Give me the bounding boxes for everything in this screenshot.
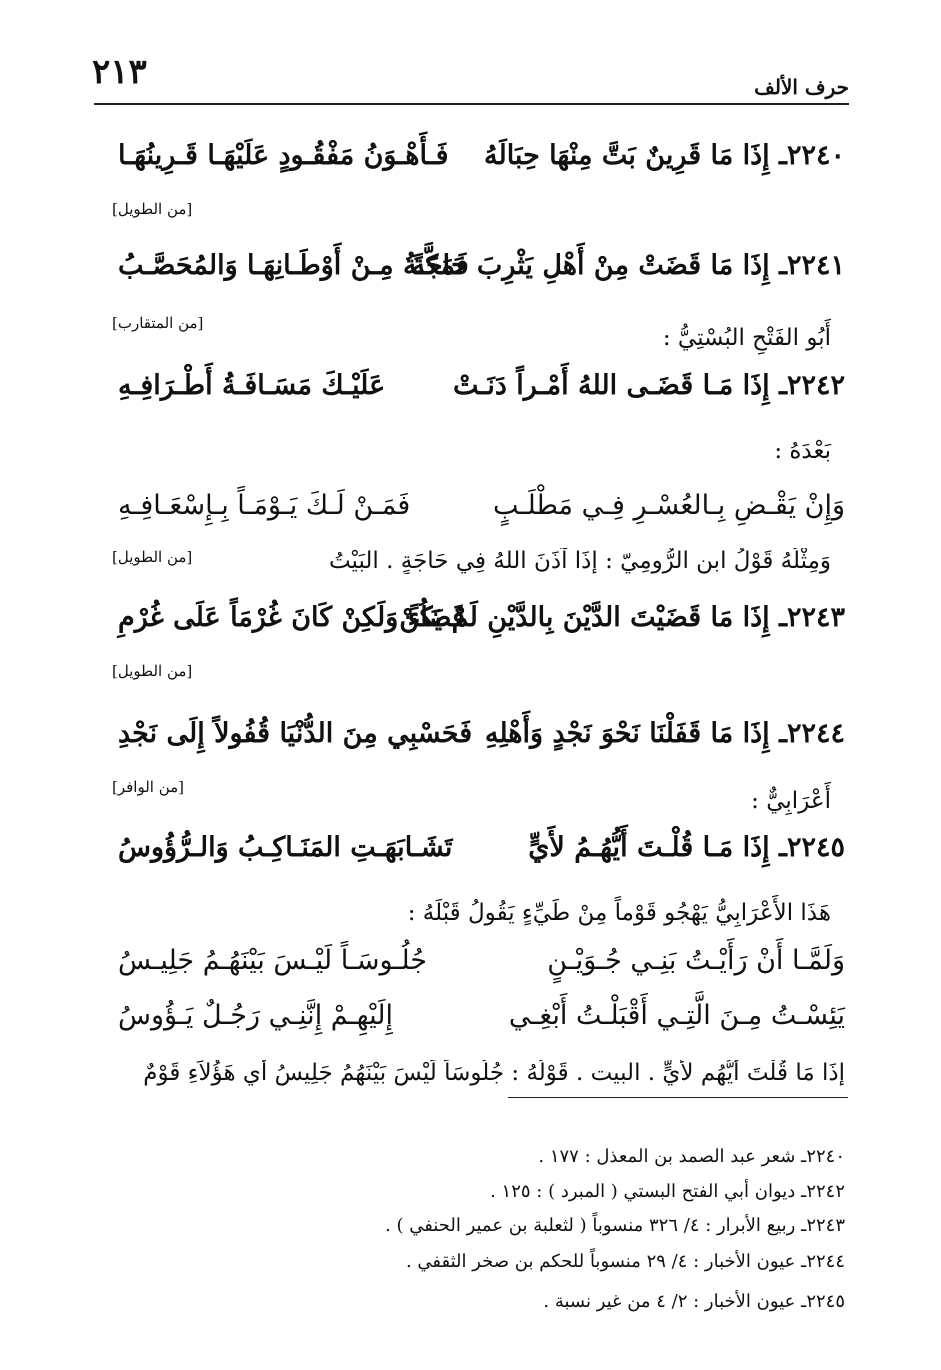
verse-second-hemistich: تَشَـابَهَـتِ المَنَـاكِـبُ وَالـرُّؤُوسُ [118, 832, 453, 863]
header-rule [94, 103, 849, 105]
verse-2244 [118, 718, 845, 766]
footnote: ٢٢٤٠ـ شعر عبد الصمد بن المعذل : ١٧٧ . [538, 1146, 845, 1167]
verse-second-hemistich: عَلَيْـكَ مَسَـافَـةُ أَطْـرَافِـهِ [118, 370, 386, 401]
verse-2245-before-2 [118, 1000, 845, 1048]
verse-first-hemistich: ٢٢٤٠ـ إِذَا مَا قَرِينٌ بَتَّ مِنْهَا حِبَالَهُ [484, 140, 845, 171]
verse-2242 [118, 370, 845, 418]
verse-2243 [118, 602, 845, 650]
footnote: ٢٢٤٣ـ ربيع الأبرار : ٤/ ٣٢٦ منسوباً ( لثعلبة بن عمير الحنفي ) . [385, 1215, 845, 1236]
verse-second-hemistich: فَمَـنْ لَـكَ يَـوْمَـاً بِـإِسْعَـافِـهِ [118, 490, 411, 521]
meter-label: [من المتقارب] [112, 314, 204, 332]
footnote-rule [508, 1097, 848, 1098]
verse-first-hemistich: يَئِسْـتُ مِـنَ الَّتِـي أَقْبَلْـتُ أَبْغِـي [508, 1000, 845, 1031]
verse-2245-before-1 [118, 945, 845, 993]
verse-2240 [118, 140, 845, 188]
verse-2245 [118, 832, 845, 880]
intro-text: بَعْدَهُ : [774, 438, 831, 464]
verse-first-hemistich: وَإِنْ يَقْـضِ بِـالعُسْـرِ فِـي مَطْلَـبٍ [493, 490, 845, 521]
verse-first-hemistich: ٢٢٤٣ـ إِذَا مَا قَضَيْتَ الدَّيْنَ بِالدَّيْنِ لَمْ يَكُنْ [399, 602, 845, 633]
meter-label: [من الوافر] [112, 778, 185, 796]
verse-2241 [118, 250, 845, 298]
verse-first-hemistich: ٢٢٤١ـ إِذَا مَا قَضَتْ مِنْ أَهْلِ يَثْرِبَ حَاجَةً [411, 250, 845, 281]
verse-second-hemistich: جُلُـوسَـاً لَيْـسَ بَيْنَهُـمُ جَلِيـسُ [118, 945, 427, 976]
poet-intro: أَعْرَابِيٌّ : [751, 788, 831, 814]
chapter-title: حرف الألف [754, 75, 849, 99]
verse-second-hemistich: فَـأَهْـوَنُ مَفْقُـودٍ عَلَيْهَـا قَـرِينُهَـا [118, 140, 449, 171]
meter-label: [من الطويل] [112, 200, 193, 218]
verse-second-hemistich: فَمَكَّـةُ مِـنْ أَوْطَـانِهَـا وَالمُحَصَّـبُ [118, 250, 469, 281]
verse-second-hemistich: فَحَسْبِي مِنَ الدُّنْيَا قُفُولاً إِلَى نَجْدِ [118, 718, 473, 749]
intro-text: هَذَا الأَعْرَابِيُّ يَهْجُو قَوْماً مِنْ طَيِّءٍ يَقُولُ قَبْلَهُ : [407, 900, 831, 926]
footnote: ٢٢٤٢ـ ديوان أبي الفتح البستي ( المبرد ) : ١٢٥ . [490, 1181, 845, 1202]
footnote: ٢٢٤٥ـ عيون الأخبار : ٢/ ٤ من غير نسبة . [543, 1291, 845, 1312]
verse-second-hemistich: إِلَيْهِـمْ إِنَّنِـي رَجُـلٌ يَـؤُوسُ [118, 1000, 393, 1031]
verse-2242-follow [118, 490, 845, 538]
verse-first-hemistich: ٢٢٤٥ـ إِذَا مَـا قُلْـتَ أَيُّهُـمُ لأَيٍّ [528, 832, 845, 863]
footnote: ٢٢٤٤ـ عيون الأخبار : ٤/ ٢٩ منسوباً للحكم بن صخر الثقفي . [405, 1251, 845, 1272]
page-number: ٢١٣ [92, 52, 147, 92]
verse-first-hemistich: ٢٢٤٢ـ إِذَا مَـا قَضَـى اللهُ أَمْـراً دَنَـتْ [452, 370, 845, 401]
verse-first-hemistich: ٢٢٤٤ـ إِذَا مَا قَفَلْنَا نَحْوَ نَجْدٍ وَأَهْلِهِ [484, 718, 845, 749]
meter-label: [من الطويل] [112, 548, 193, 566]
explanation-text: إِذَا مَا قُلْتَ أَيُّهُم لأَيٍّ . البيت . قَوْلُهُ : جُلُوسَاً لَيْسَ بَيْنَهُمُ جَلِيسُ أي هَؤُلاَءِ قَوْمٌ [143, 1060, 845, 1086]
verse-second-hemistich: قَضَاءً وَلَكِنْ كَانَ غُرْمَاً عَلَى غُرْمِ [118, 602, 465, 633]
meter-label: [من الطويل] [112, 662, 193, 680]
verse-first-hemistich: وَلَمَّـا أَنْ رَأَيْـتُ بَنِـي جُـوَيْـنٍ [547, 945, 845, 976]
poet-intro: أَبُو الفَتْحِ البُسْتِيُّ : [662, 325, 831, 351]
intro-text: وَمِثْلُهُ قَوْلُ ابن الرُّومِيّ : إِذَا آذَنَ اللهُ فِي حَاجَةٍ . البَيْتُ [328, 548, 831, 574]
